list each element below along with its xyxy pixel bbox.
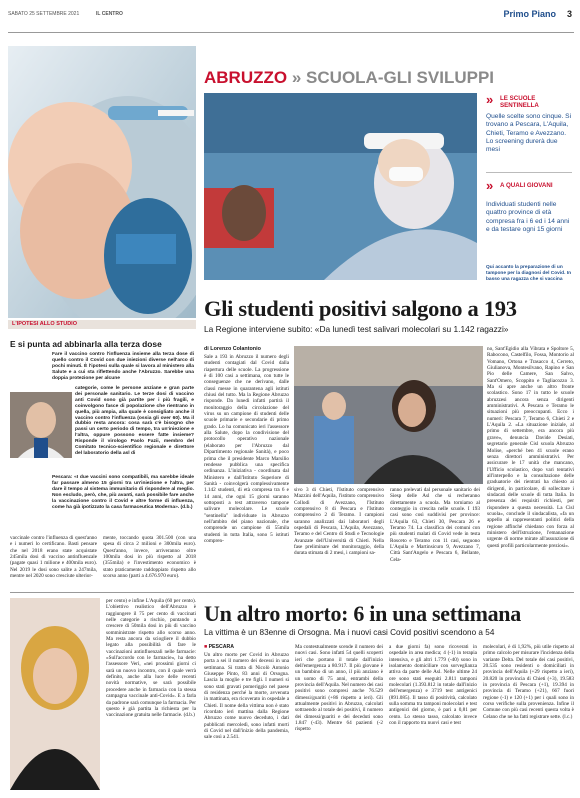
box1-arrow-icon: » [486, 92, 494, 107]
bottom-column-3: a due giorni fa) sono ricoverati in ospedale in area medica; 4 (-1) in terapia intensiva, e gli altri 1.779 (-40) sono in isolamento domiciliare con sorveglianza attiva da parte delle Asl. Nelle ultime 24 ore sono stati eseguiti 2.811 tamponi molecolari (1.393.812 in totale dall'inizio dell'emergenza) e 3719 test antigenici (891.085). Il tasso di positività, calcolato sulla somma tra tamponi molecolari e test antigenici del giorno, è pari a 0,81 per cento. Lo stesso tasso, calcolato invece con il rapporto tra nuovi casi e test [389, 644, 477, 727]
bottom-section-rule [10, 592, 574, 593]
swab-test-illustration [204, 93, 477, 280]
header-page-number: 3 [566, 9, 572, 19]
caption-tag-text: L'IPOTESI ALLO STUDIO [12, 321, 77, 327]
bottom-column-2: Ma contestualmente scende il numero dei nuovi casi. Sono infatti 54 quelli scoperti ieri che portano il totale dall'inizio dell'emergenza a 80.917. Il più giovane è un bambino di un anno, il più anziano è un uomo di 75 anni, entrambi della provincia dell'Aquila. Nel numero dei casi positivi sono compresi anche 76.529 dimessi/guariti (+86 rispetto a ieri). Gli attualmente positivi in Abruzzo, calcolati sottraendo al totale dei positivi, il numero dei dimessi/guariti e dei deceduti sono 1.847 (-43). Mentre 64 pazienti (-2 rispetto [295, 644, 383, 733]
left-photo-caption-tag [8, 320, 196, 329]
left-story-headline: E si punta ad abbinarla alla terza dose [10, 339, 162, 349]
bottom-tag [204, 644, 289, 650]
main-column-1: Sale a 193 in Abruzzo il numero degli studenti contagiati dal Covid dalla riapertura delle scuole. La progressione è di 100 casi a settimana, con tutte le conseguenze che ne derivano, dalle classi messe in quarantena agli istituti chiusi del tutto. Ma la Regione Abruzzo risponde. Da lunedì infatti partirà il monitoraggio della circolazione del virus su un campione di studenti delle scuole primarie e secondarie di primo grado. Lo ha comunicato ieri l'assessore alla Salute, dopo la condivisione del protocollo operativo nazionale (elaborato per l'Abruzzo dal Dipartimento regionale Sanità), e poco prima che il presidente Marco Marsilio rendesse pubblica una specifica ordinanza. L'iniziativa - coordinata dal Ministero e dall'Istituto Superiore di Sanità - coinvolgerà complessivamente 1.142 studenti, di età compresa tra 6 e 14 anni, che ogni 15 giorni saranno sottoposti a test attraverso tampone salivare molecolare. Le scuole "sentinella" individuate in Abruzzo nell'ambito del piano nazionale, che comprende un campione di 55mila studenti in tutta Italia, sono 5 istituti compren- [204, 354, 289, 544]
bottom-headline: Un altro morto: 6 in una settimana [204, 601, 521, 626]
photo-caption: Qui accanto la preparazione di un tampone per la diagnosi del Covid. In basso una ragazza che si vaccina [486, 265, 572, 282]
banner-topic: SCUOLA-GLI SVILUPPI [306, 68, 495, 87]
official-portrait-illustration [10, 598, 100, 790]
bottom-column-1: Un altro morto per Covid in Abruzzo porta a sei il numero dei decessi in una settimana. Si tratta di Nicolò Antonio Giuseppe Pinto, 83 anni di Orsogna. Lascia la moglie e tre figli. I numeri si sono stati gravati pomeriggio nel paese di residenza perché la morte, avvenuta in mattinata, era ricoverato in ospedale a Chieti. Il nome della vittima non è stato ricordato ieri mattina dalla Regione Abruzzo come nuovo deceduto, i dati pubblicati mercoledì, sono infatti morti di Covid nel dall'inizio della pandemia, sale così a 2.541. [204, 652, 289, 741]
bottom-portrait [10, 598, 100, 790]
main-column-3: ranno prelevati dal personale sanitario dei Siesp delle Asl che si recheranno direttamente a scuola. Ma torniamo al conteggio in crescita nelle scuole. I 193 casi sono così suddivisi per province: L'Aquila 63, Chieti 30, Pescara 26 e Teramo 74. La classifica dei comuni con più studenti malati di Covid vede in testa Rosceto e Teramo con 11 casi, seguono L'Aquila e Martinsicuro 9, Avezzano 7, Città Sant'Angelo e Pescara 6, Bellante, Cela- [390, 487, 480, 563]
main-photo [204, 93, 477, 280]
bottom-subhead: La vittima è un 83enne di Orsogna. Ma i nuovi casi Covid positivi scendono a 54 [204, 628, 495, 637]
left-story-portrait [10, 392, 72, 458]
main-headline: Gli studenti positivi salgono a 193 [204, 296, 517, 321]
left-story-intro3: Pescara: «I due vaccini sono compatibili, ma sarebbe ideale far passare almeno 15 giorni tra un'iniezione e l'altra, per dare il tempo al sistema immunitario di rispondere al meglio. Non escludo, però, che, più avanti, sarà possibile fare anche la vaccinazione contro il Covid e altre forme di influenza, come ha già ipotizzato la casa farmaceutica Moderna». (d.b.) [52, 475, 194, 510]
bottom-column-4: molecolari, è di 1,92%, più utile rispetto al primo calcolo per misurare l'incidenza della variante Delta. Del totale dei casi positivi, 20.535 sono residenti o domiciliati in provincia dell'Aquila (+29 rispetto a ieri), 20.820 in provincia di Chieti (+3), 19.583 in provincia di Pescara (+1), 19.394 in provincia di Teramo (+21), 667 fuori regione (-1) e 120 (+1) per i quali sono in corso verifiche sulla provenienza. Infine il Comune con più casi recenti questa volta è Celano che ne ha fatti registrare sette. (l.c.) [483, 644, 574, 720]
vaccination-photo [294, 346, 483, 484]
section-banner [204, 66, 574, 90]
header-section: Primo Piano [503, 9, 556, 19]
banner-arrows: » [291, 68, 302, 87]
doctor-portrait-illustration [10, 392, 72, 458]
tag-text: PESCARA [208, 644, 234, 650]
main-byline: di Lorenzo Colantonio [204, 346, 261, 352]
box2-text: Individuati studenti nelle quattro province di età compresa fra i 6 ed i 14 anni e da testare ogni 15 giorni [486, 201, 570, 233]
sidebar-divider [486, 172, 572, 173]
header-date: SABATO 25 SETTEMBRE 2021 [8, 11, 80, 17]
left-story-column-1: vaccinale contro l'influenza di quest'anno e i numeri lo certificano. Basti pensare che nel 2018 erano state acquistate 245mila dosi di vaccino antinfluenzale (pagate quasi 1 milione e 400mila euro). Nel 2019 le dosi sono salite a 247mila, mentre nel 2020 sono cresciute ulterior- [10, 535, 97, 580]
main-column-2: sivo 3 di Chieti, l'Istituto comprensivo Mazzini dell'Aquila, l'istituto comprensivo Collodi di Avezzano, l'Istituto comprensivo 8 di Pescara e l'Istituto comprensivo 2 di Teramo. I campioni saranno analizzati dai laboratori degli ospedali di Pescara, L'Aquila, Avezzano, Teramo e del Centro di Studi e Tecnologie Avanzate dell'Università di Chieti. Nella fase preliminare del monitoraggio, della durata stimata di 2 mesi, i campioni sa- [294, 487, 384, 557]
left-photo [8, 46, 196, 318]
bottom-left-column: per cento) e infine L'Aquila (60 per cento). L'obiettivo realistico dell'Abruzzo è raggiungere il 75 per cento di vaccinati nelle categorie a rischio, puntando a crescere di 50mila dosi in più di vaccino somministrate rispetto allo scorso anno. Ma resta ancora da sciogliere il dubbio legato alla possibilità di fare le vaccinazioni antinfluenzali nelle farmacie: «Sull'accordo con le farmacie», ha detto l'assessore Verì, «nei prossimi giorni ci sarà un nuovo incontro, con il quale verrà definito, anche alla luce delle recenti novità normative, se sarà possibile procedere anche in farmacia con la stessa campagna vaccinale anti-Covid». E a farla da padrone sarà comunque la farmacia. Per questo è già partita la richiesta per la vaccinazione gratuita nelle farmacie. (d.b.) [106, 598, 196, 719]
box1-text: Quelle scelte sono cinque. Si trovano a Pescara, L'Aquila, Chieti, Teramo e Avezzano. Lo screening durerà due mesi [486, 113, 572, 154]
header-rule [8, 32, 574, 33]
girl-vaccination-illustration [294, 346, 483, 484]
sidebar [486, 93, 574, 293]
vaccination-child-illustration [8, 46, 196, 318]
header-paper: IL CENTRO [96, 11, 123, 17]
box2-title: A QUALI GIOVANI [500, 182, 553, 189]
main-subhead: La Regione interviene subito: «Da lunedì test salivari molecolari su 1.142 ragazzi» [204, 324, 509, 334]
page-header [8, 9, 574, 21]
left-story-intro: Fare il vaccino contro l'influenza insieme alla terza dose di quello contro il Covid con due iniezioni diverse nell'arco di pochi minuti. È l'ipotesi sulla quale si lavora al ministero alla Salute e a cui sta riflettendo anche l'Abruzzo. Sarebbe una doppia protezione per alcune [52, 352, 194, 381]
tag-marker-icon: ■ [204, 644, 208, 650]
left-story-column-2: mente, toccando quota 301.500 (con una spesa di circa 2 milioni e 300mila euro). Quest'anno, invece, arriveranno oltre 100mila dosi in più rispetto al 2018 (355mila) e l'investimento economico è stato praticamente raddoppiato rispetto allo scorso anno (parti a 4.676.970 euro). [103, 535, 196, 580]
box2-arrow-icon: » [486, 178, 494, 193]
left-story-intro2: categorie, come le persone anziane e gran parte dei personale sanitario. Le terze dosi di vaccino anti Covid sono già partite per i più fragili, e coinvolgono fasce di popolazione che rientrano in quella, più ampia, alla quale è consigliato anche il vaccino contro l'influenza (ossia gli over 60). Ma il dubbio resta ancora: cosa sarà c'è bisogno che passi un certo periodo di tempo, tra un'iniezione e l'altra, oppure possono essere fatte insieme? Risponde il virologo Paolo Fazii, membro del Comitato tecnico-scientifico regionale e direttore del laboratorio della asl di [75, 386, 194, 456]
banner-region: ABRUZZO [204, 68, 288, 87]
box1-title: LE SCUOLE SENTINELLA [500, 95, 539, 110]
main-column-4: no, Sant'Egidio alla Vibrata e Spoltore 5, Rabocono, Castelfilo, Fossa, Montorio al Vomano, Ortona e Trasacco 4, Cerreto, Giulianova, Montesilvano, Rapino e San Pio delle Camere, San Salvo, Sant'Omero, Scoppito e Tagliacozzo 3. Ma si apre anche un altro fronte scolastico. Sono 17 in tutto le scuole abruzzesi ancora senza dirigenti amministrativi. A Pescara e Teramo le situazioni più preoccupanti. Ecco i numeri: Pescara 7, Teramo 6, Chieti 2 e L'Aquila 2. «La situazione iniziale, al primo di settembre, era ancora più grave», denuncia Davide Desiati, segretario generale Cisl scuola Abruzzo Molise, «perché ben 41 scuole erano senza direttori amministrativi. Per assicurare le 17 unità che mancano, l'Ufficio scolastico, dopo vari tentativi all'interpello e la consultazione delle graduatorie dei rientrati ha chiesto ai dirigenti, in particolare, di sollecitare i sindacati delle scuole di tutta Italia. In presenza dei requisiti richiesti, per rispondere a questa necessità. La Cisl scuola», conclude il sindacalista, «fa un appello ai rappresentanti politici della regione affinché chiedano con forza al ministero dell'Istruzione, l'emanazione urgente di norme mirate all'assunzione di questi profili particolarmente preziosi». [487, 346, 574, 549]
